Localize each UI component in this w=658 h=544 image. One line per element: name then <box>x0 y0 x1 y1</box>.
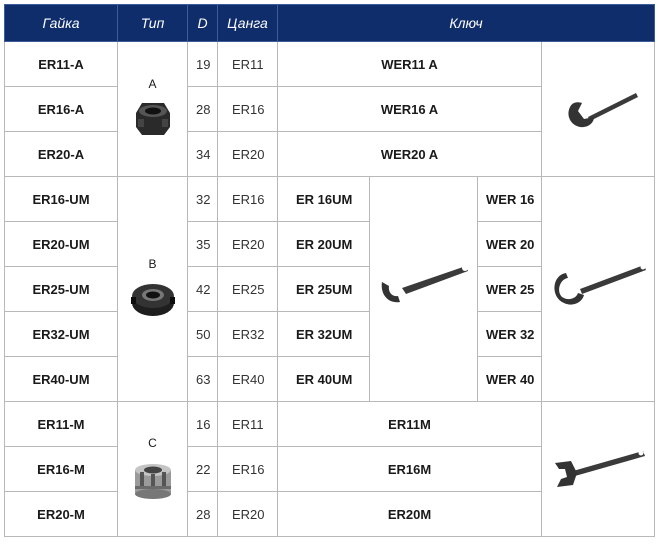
key-cell: WER11 A <box>278 42 542 87</box>
nut-cell: ER32-UM <box>5 312 118 357</box>
key1-cell: ER 20UM <box>278 222 370 267</box>
type-label: A <box>148 76 157 91</box>
nut-cell: ER20-UM <box>5 222 118 267</box>
d-cell: 19 <box>188 42 218 87</box>
collet-cell: ER40 <box>218 357 278 402</box>
key2-cell: WER 32 <box>478 312 542 357</box>
hook-wrench-b2-cell <box>542 177 655 402</box>
hook-wrench-icon <box>374 258 474 318</box>
d-cell: 32 <box>188 177 218 222</box>
header-key: Ключ <box>278 5 655 42</box>
key2-cell: WER 16 <box>478 177 542 222</box>
type-label: B <box>148 256 157 271</box>
d-cell: 35 <box>188 222 218 267</box>
nut-cell: ER20-A <box>5 132 118 177</box>
key-cell: ER11M <box>278 402 542 447</box>
d-cell: 50 <box>188 312 218 357</box>
table-row <box>5 177 655 222</box>
nut-cell: ER16-M <box>5 447 118 492</box>
key-cell: ER16M <box>278 447 542 492</box>
nut-cell: ER16-UM <box>5 177 118 222</box>
collet-cell: ER16 <box>218 87 278 132</box>
key1-cell: ER 40UM <box>278 357 370 402</box>
d-cell: 34 <box>188 132 218 177</box>
collet-cell: ER11 <box>218 42 278 87</box>
table-row <box>5 42 655 87</box>
key-cell: WER20 A <box>278 132 542 177</box>
collet-cell: ER32 <box>218 312 278 357</box>
header-row <box>5 5 655 42</box>
nut-cell: ER11-A <box>5 42 118 87</box>
header-collet: Цанга <box>218 5 278 42</box>
open-wrench-icon <box>548 73 648 143</box>
type-cell-a <box>118 42 188 177</box>
collet-cell: ER25 <box>218 267 278 312</box>
c-spanner-icon <box>546 253 650 323</box>
key2-cell: WER 40 <box>478 357 542 402</box>
header-nut: Гайка <box>5 5 118 42</box>
collet-cell: ER20 <box>218 222 278 267</box>
key1-cell: ER 25UM <box>278 267 370 312</box>
header-d: D <box>188 5 218 42</box>
wrench-a-cell <box>542 42 655 177</box>
key1-cell: ER 32UM <box>278 312 370 357</box>
hook-wrench-b1-cell <box>370 177 478 402</box>
nut-cell: ER16-A <box>5 87 118 132</box>
collet-cell: ER20 <box>218 132 278 177</box>
castle-nut-c-icon <box>128 456 178 500</box>
slotted-nut-b-icon <box>128 277 178 319</box>
table-row <box>5 402 655 447</box>
hex-nut-a-icon <box>128 97 178 139</box>
d-cell: 42 <box>188 267 218 312</box>
type-cell-c <box>118 402 188 537</box>
key1-cell: ER 16UM <box>278 177 370 222</box>
key2-cell: WER 20 <box>478 222 542 267</box>
d-cell: 16 <box>188 402 218 447</box>
nut-cell: ER11-M <box>5 402 118 447</box>
nut-cell: ER25-UM <box>5 267 118 312</box>
key2-cell: WER 25 <box>478 267 542 312</box>
nut-cell: ER20-M <box>5 492 118 537</box>
d-cell: 63 <box>188 357 218 402</box>
key-cell: ER20M <box>278 492 542 537</box>
nut-key-table <box>4 4 655 537</box>
type-cell-b <box>118 177 188 402</box>
wrench-c-cell <box>542 402 655 537</box>
collet-cell: ER11 <box>218 402 278 447</box>
key-cell: WER16 A <box>278 87 542 132</box>
header-type: Тип <box>118 5 188 42</box>
d-cell: 22 <box>188 447 218 492</box>
pin-wrench-icon <box>543 433 653 503</box>
collet-cell: ER16 <box>218 177 278 222</box>
d-cell: 28 <box>188 87 218 132</box>
d-cell: 28 <box>188 492 218 537</box>
collet-cell: ER20 <box>218 492 278 537</box>
collet-cell: ER16 <box>218 447 278 492</box>
type-label: C <box>148 435 157 450</box>
nut-cell: ER40-UM <box>5 357 118 402</box>
